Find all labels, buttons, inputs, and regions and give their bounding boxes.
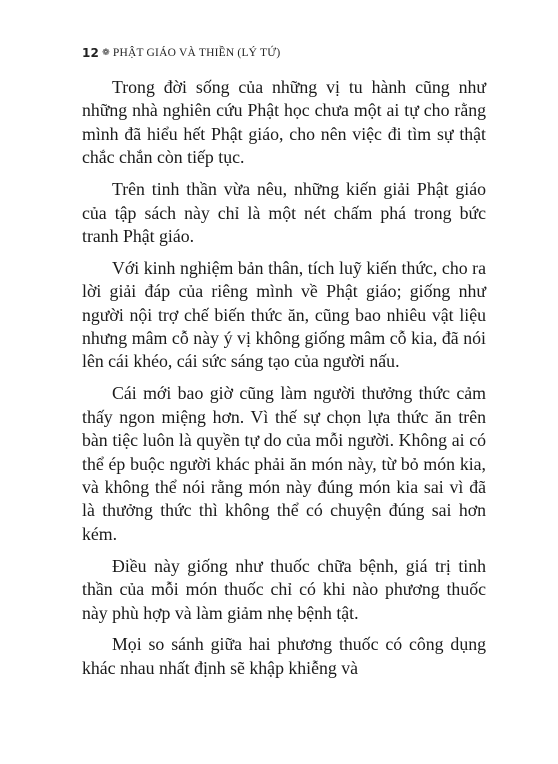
body-text bbox=[82, 76, 486, 689]
paragraph: Trong đời sống của những vị tu hành cũng như những nhà nghiên cứu Phật học chưa một ai tự cho rằng mình đã hiểu hết Phật giáo, cho nên việc đi tìm sự thật chắc chắn còn tiếp tục. bbox=[82, 77, 486, 168]
running-title: PHẬT GIÁO VÀ THIỀN (LÝ TỨ) bbox=[112, 47, 281, 59]
page-number: 12 bbox=[82, 46, 100, 60]
paragraph: Cái mới bao giờ cũng làm người thưởng thức cảm thấy ngon miệng hơn. Vì thế sự chọn lựa thức ăn trên bàn tiệc luôn là quyền tự do của mỗi người. Không ai có thể ép buộc người khác phải ăn món này, từ bỏ món kia, và không thể nói rằng món này đúng món kia sai vì đã là thưởng thức thì không thể có chuyện đúng sai hơn kém. bbox=[82, 383, 486, 544]
paragraph: Điều này giống như thuốc chữa bệnh, giá trị tinh thần của mỗi món thuốc chỉ có khi nào phương thuốc này phù hợp và làm giảm nhẹ bệnh tật. bbox=[82, 555, 486, 623]
paragraph: Với kinh nghiệm bản thân, tích luỹ kiến thức, cho ra lời giải đáp của riêng mình về Phật giáo; giống như người nội trợ chế biến thức ăn, cũng bao nhiêu vật liệu nhưng mâm cỗ này ý vị không giống mâm cỗ kia, đã nói lên cái khéo, cái sức sáng tạo của người nấu. bbox=[82, 257, 486, 372]
flower-ornament-icon: ❁ bbox=[102, 48, 110, 58]
paragraph: Mọi so sánh giữa hai phương thuốc có công dụng khác nhau nhất định sẽ khập khiễng và bbox=[82, 634, 486, 678]
page-header bbox=[82, 46, 280, 60]
paragraph: Trên tinh thần vừa nêu, những kiến giải Phật giáo của tập sách này chỉ là một nét chấm phá trong bức tranh Phật giáo. bbox=[82, 179, 486, 246]
